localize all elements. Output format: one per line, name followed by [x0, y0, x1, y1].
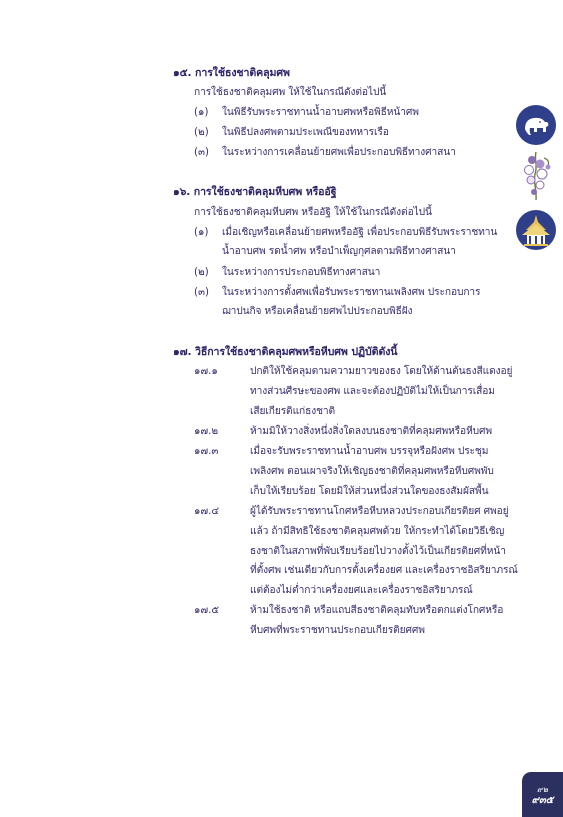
list-item-text: ธงชาติในสภาพที่พับเรียบร้อยไปวางตั้งไว้เป็นเกียรติยศที่หน้า: [250, 546, 506, 557]
list-item-text: น้ำอาบศพ รดน้ำศพ หรือบำเพ็ญกุศลตามพิธีทางศาสนา: [222, 246, 456, 257]
list-item-text: ที่ตั้งศพ เช่นเดียวกับการตั้งเครื่องยศ และเครื่องราชอิสริยาภรณ์: [250, 565, 518, 576]
section-15-intro: การใช้ธงชาติคลุมศพ ให้ใช้ในกรณีดังต่อไปนี้: [194, 87, 387, 98]
list-item-text: ในพิธีรับพระราชทานน้ำอาบศพหรือพิธีหน้าศพ: [222, 107, 419, 118]
list-item-text: หีบศพที่พระราชทานประกอบเกียรติยศศพ: [250, 625, 425, 636]
list-item-number: ๑๗.๑: [194, 366, 218, 377]
list-item-text: เพลิงศพ ตอนเผาจริงให้เชิญธงชาติที่คลุมศพหรือหีบศพพับ: [250, 466, 494, 477]
list-item-number: ๑๗.๒: [194, 426, 219, 437]
list-item-text: แล้ว ถ้ามีสิทธิใช้ธงชาติคลุมศพด้วย ให้กระทำได้โดยวิธีเชิญ: [250, 526, 505, 537]
section-17-heading: ๑๗. วิธีการใช้ธงชาติคลุมศพหรือหีบศพ ปฏิบัติดังนี้: [173, 346, 398, 358]
list-item-text: ห้ามมิให้วางสิ่งหนึ่งสิ่งใดลงบนธงชาติที่คลุมศพหรือหีบศพ: [250, 426, 493, 437]
list-item-text: ในระหว่างการประกอบพิธีทางศาสนา: [222, 267, 381, 278]
list-item-text: เมื่อจะรับพระราชทานน้ำอาบศพ บรรจุหรือฝังศพ ประชุม: [250, 446, 489, 457]
section-16-intro: การใช้ธงชาติคลุมหีบศพ หรืออัฐิ ให้ใช้ในกรณีดังต่อไปนี้: [194, 207, 432, 218]
page-number-top: ๙๒: [536, 785, 549, 794]
list-item-text: ปกติให้ใช้คลุมตามความยาวของธง โดยให้ด้านต้นธงสีแดงอยู่: [250, 366, 513, 377]
flower-icon: [514, 150, 558, 206]
section-15-heading: ๑๕. การใช้ธงชาติคลุมศพ: [173, 67, 290, 79]
page-number-tab: [522, 772, 563, 817]
list-item-text: เมื่อเชิญหรือเคลื่อนย้ายศพหรืออัฐิ เพื่อประกอบพิธีรับพระราชทาน: [222, 227, 498, 238]
pavilion-icon: [516, 210, 556, 250]
list-item-number: (๓): [194, 147, 209, 158]
list-item-text: ทางส่วนศีรษะของศพ และจะต้องปฏิบัติไม่ให้เป็นการเสื่อม: [250, 386, 495, 397]
list-item-text: เสียเกียรติแก่ธงชาติ: [250, 406, 336, 417]
list-item-number: ๑๗.๓: [194, 446, 219, 457]
page-number: ๙๓๕: [531, 795, 554, 806]
list-item-number: (๑): [194, 107, 209, 118]
list-item-text: เก็บให้เรียบร้อย โดยมิให้ส่วนหนึ่งส่วนใดของธงสัมผัสพื้น: [250, 486, 489, 497]
list-item-number: ๑๗.๕: [194, 605, 220, 616]
list-item-text: ในพิธีปลงศพตามประเพณีของทหารเรือ: [222, 127, 389, 138]
list-item-number: (๑): [194, 227, 209, 238]
list-item-text: แต่ต้องไม่ต่ำกว่าเครื่องยศและเครื่องราชอิสริยาภรณ์: [250, 585, 473, 596]
elephant-icon: [516, 105, 556, 145]
list-item-text: ห้ามใช้ธงชาติ หรือแถบสีธงชาติคลุมทับหรือตกแต่งโกศหรือ: [250, 605, 504, 616]
section-16-heading: ๑๖. การใช้ธงชาติคลุมหีบศพ หรืออัฐิ: [173, 186, 337, 198]
list-item-text: ในระหว่างการตั้งศพเพื่อรับพระราชทานเพลิงศพ ประกอบการ: [222, 287, 481, 298]
list-item-number: (๒): [194, 267, 209, 278]
list-item-number: (๓): [194, 287, 209, 298]
list-item-number: (๒): [194, 127, 209, 138]
list-item-number: ๑๗.๔: [194, 506, 220, 517]
list-item-text: ผู้ได้รับพระราชทานโกศหรือหีบหลวงประกอบเกียรติยศ ศพอยู่: [250, 506, 509, 517]
list-item-text: ในระหว่างการเคลื่อนย้ายศพเพื่อประกอบพิธีทางศาสนา: [222, 147, 456, 158]
list-item-text: ฌาปนกิจ หรือเคลื่อนย้ายศพไปประกอบพิธีฝัง: [222, 306, 413, 317]
